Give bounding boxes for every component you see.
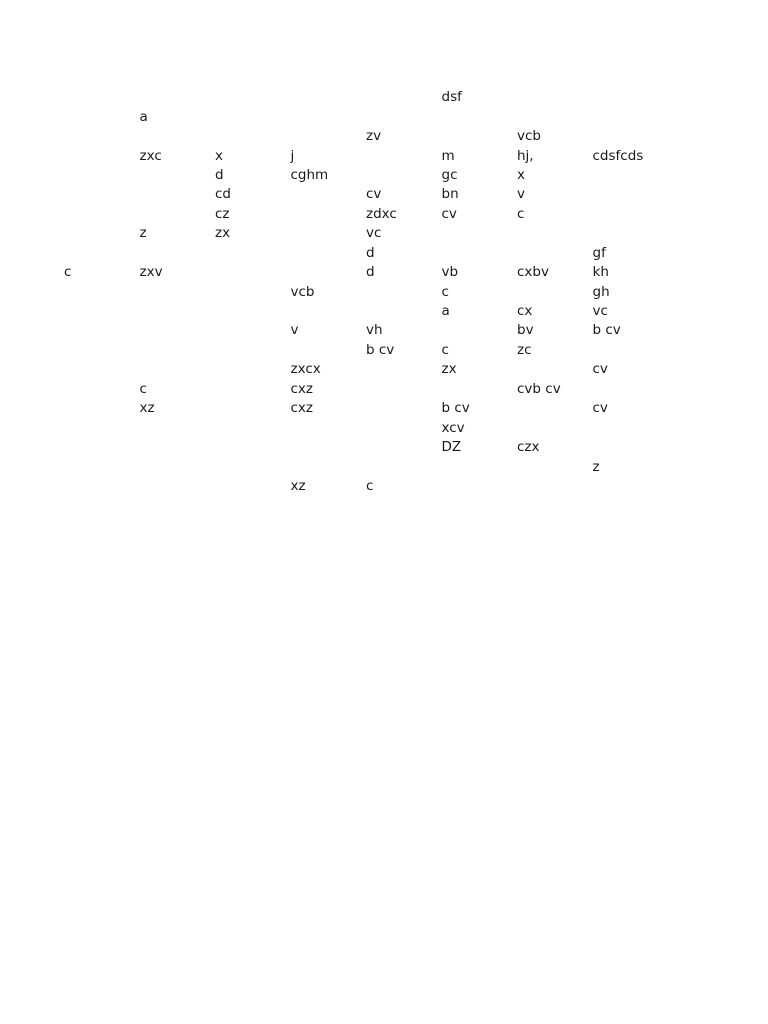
table-cell[interactable]: z <box>139 225 147 242</box>
table-cell[interactable] <box>366 302 442 321</box>
table-cell[interactable] <box>366 166 442 185</box>
table-cell[interactable]: zxv <box>139 264 163 281</box>
table-row <box>64 341 668 360</box>
table-cell[interactable] <box>442 107 518 126</box>
table-cell[interactable]: zxc <box>139 147 162 164</box>
table-row <box>64 146 668 165</box>
table-row <box>64 302 668 321</box>
table-cell[interactable] <box>593 127 669 146</box>
table-cell[interactable] <box>366 399 442 418</box>
table-cell[interactable]: v <box>517 186 525 203</box>
table-cell[interactable] <box>291 302 367 321</box>
table-cell[interactable] <box>64 477 140 496</box>
table-cell[interactable]: cz <box>215 205 230 222</box>
table-cell[interactable]: bn <box>441 186 459 203</box>
table-cell[interactable] <box>593 418 669 437</box>
table-row <box>64 224 668 243</box>
table-cell[interactable]: b cv <box>592 322 621 339</box>
table-cell[interactable] <box>291 263 367 282</box>
table-cell[interactable]: xcv <box>441 419 465 436</box>
table-cell[interactable] <box>593 185 669 204</box>
table-cell[interactable] <box>366 360 442 379</box>
table-cell[interactable] <box>140 166 216 185</box>
table-cell[interactable] <box>442 321 518 340</box>
table-cell[interactable] <box>215 321 291 340</box>
table-cell[interactable] <box>215 88 291 107</box>
table-cell[interactable]: cv <box>592 400 608 417</box>
table-row <box>64 321 668 340</box>
table-cell[interactable] <box>64 146 140 165</box>
table-cell[interactable] <box>593 224 669 243</box>
table-cell[interactable]: zc <box>517 341 532 358</box>
table-cell[interactable]: a <box>139 108 148 125</box>
table-cell[interactable]: cx <box>517 303 533 320</box>
table-cell[interactable]: x <box>517 166 525 183</box>
table-row <box>64 438 668 457</box>
table-cell[interactable] <box>64 107 140 126</box>
table-cell[interactable]: a <box>441 303 450 320</box>
table-cell[interactable] <box>215 302 291 321</box>
table-cell[interactable] <box>140 418 216 437</box>
table-cell[interactable]: m <box>441 147 455 164</box>
table-cell[interactable]: cxz <box>290 400 313 417</box>
table-cell[interactable] <box>442 244 518 263</box>
table-cell[interactable]: c <box>139 380 147 397</box>
table-cell[interactable]: b cv <box>366 341 395 358</box>
table-cell[interactable]: c <box>441 341 449 358</box>
table-cell[interactable]: hj, <box>517 147 534 164</box>
table-cell[interactable] <box>442 224 518 243</box>
table-cell[interactable]: z <box>592 458 600 475</box>
table-cell[interactable] <box>215 457 291 476</box>
table-cell[interactable] <box>140 302 216 321</box>
table-cell[interactable]: zv <box>366 128 382 145</box>
table-cell[interactable] <box>140 282 216 301</box>
table-cell[interactable]: DZ <box>441 439 462 456</box>
table-cell[interactable] <box>366 438 442 457</box>
table-row <box>64 88 668 107</box>
table-cell[interactable]: v <box>290 322 299 339</box>
table-cell[interactable]: zdxc <box>366 205 397 222</box>
table-cell[interactable] <box>366 418 442 437</box>
table-cell[interactable] <box>593 341 669 360</box>
table-cell[interactable]: d <box>366 264 375 281</box>
table-cell[interactable] <box>64 224 140 243</box>
table-row <box>64 457 668 476</box>
table-cell[interactable] <box>517 88 593 107</box>
table-cell[interactable] <box>215 263 291 282</box>
table-cell[interactable] <box>593 205 669 224</box>
table-cell[interactable]: czx <box>517 439 540 456</box>
table-cell[interactable] <box>215 399 291 418</box>
table-cell[interactable] <box>64 166 140 185</box>
table-cell[interactable]: j <box>290 147 295 164</box>
table-cell[interactable]: zx <box>215 225 231 242</box>
table-cell[interactable] <box>593 166 669 185</box>
table-cell[interactable]: vcb <box>290 283 315 300</box>
table-cell[interactable] <box>64 205 140 224</box>
table-cell[interactable] <box>140 360 216 379</box>
table-cell[interactable]: c <box>64 264 72 281</box>
table-cell[interactable] <box>215 418 291 437</box>
table-cell[interactable] <box>215 360 291 379</box>
table-cell[interactable] <box>64 438 140 457</box>
table-cell[interactable] <box>140 438 216 457</box>
table-row <box>64 380 668 399</box>
table-cell[interactable]: xz <box>139 400 155 417</box>
table-cell[interactable]: zxcx <box>290 361 321 378</box>
table-cell[interactable]: dsf <box>441 89 462 106</box>
table-cell[interactable] <box>215 380 291 399</box>
table-cell[interactable] <box>442 457 518 476</box>
table-row <box>64 107 668 126</box>
table-row <box>64 263 668 282</box>
table-cell[interactable]: vh <box>366 322 383 339</box>
table-cell[interactable] <box>442 127 518 146</box>
table-cell[interactable] <box>291 418 367 437</box>
table-cell[interactable] <box>366 457 442 476</box>
table-cell[interactable] <box>291 224 367 243</box>
table-cell[interactable] <box>517 418 593 437</box>
table-cell[interactable]: cv <box>441 205 457 222</box>
table-cell[interactable]: c <box>441 283 449 300</box>
table-cell[interactable] <box>593 477 669 496</box>
table-cell[interactable]: d <box>366 244 375 261</box>
table-cell[interactable] <box>366 107 442 126</box>
table-cell[interactable] <box>517 399 593 418</box>
table-cell[interactable] <box>215 341 291 360</box>
table-cell[interactable] <box>291 185 367 204</box>
table-cell[interactable] <box>593 88 669 107</box>
table-cell[interactable] <box>215 477 291 496</box>
table-cell[interactable]: d <box>215 166 224 183</box>
table-cell[interactable]: vc <box>592 303 608 320</box>
table-cell[interactable] <box>517 477 593 496</box>
table-cell[interactable] <box>140 127 216 146</box>
table-cell[interactable] <box>517 457 593 476</box>
table-cell[interactable]: xz <box>290 477 306 494</box>
table-cell[interactable]: cdsfcds <box>592 147 644 164</box>
table-cell[interactable] <box>291 107 367 126</box>
table-cell[interactable] <box>291 88 367 107</box>
table-cell[interactable] <box>291 127 367 146</box>
table-row <box>64 166 668 185</box>
table-cell[interactable]: c <box>366 477 374 494</box>
table-cell[interactable] <box>64 360 140 379</box>
table-cell[interactable] <box>517 360 593 379</box>
table-cell[interactable] <box>140 457 216 476</box>
table-row <box>64 477 668 496</box>
table-row <box>64 282 668 301</box>
table-cell[interactable]: zx <box>441 361 457 378</box>
table-cell[interactable] <box>64 244 140 263</box>
table-row <box>64 244 668 263</box>
table-cell[interactable] <box>64 399 140 418</box>
table-cell[interactable]: cxbv <box>517 264 549 281</box>
table-cell[interactable] <box>366 380 442 399</box>
table-cell[interactable] <box>366 282 442 301</box>
table-cell[interactable]: kh <box>592 264 609 281</box>
table-cell[interactable] <box>140 88 216 107</box>
table-cell[interactable] <box>517 244 593 263</box>
table-cell[interactable] <box>140 477 216 496</box>
table-cell[interactable] <box>140 244 216 263</box>
table-row <box>64 399 668 418</box>
table-cell[interactable]: gf <box>592 244 606 261</box>
table-cell[interactable]: gc <box>441 166 458 183</box>
table-cell[interactable] <box>140 341 216 360</box>
table-cell[interactable]: cghm <box>290 166 329 183</box>
table-cell[interactable]: cv <box>366 186 382 203</box>
table-cell[interactable] <box>593 438 669 457</box>
table-cell[interactable] <box>517 107 593 126</box>
table-cell[interactable] <box>442 380 518 399</box>
table-cell[interactable]: c <box>517 205 525 222</box>
table-cell[interactable] <box>64 185 140 204</box>
cell-grid <box>64 88 668 496</box>
table-cell[interactable] <box>140 205 216 224</box>
table-cell[interactable] <box>291 244 367 263</box>
table-cell[interactable] <box>291 438 367 457</box>
table-cell[interactable] <box>366 88 442 107</box>
table-cell[interactable] <box>517 282 593 301</box>
table-row <box>64 127 668 146</box>
table-cell[interactable]: cv <box>592 361 608 378</box>
table-cell[interactable] <box>215 107 291 126</box>
table-cell[interactable]: bv <box>517 322 534 339</box>
table-cell[interactable]: b cv <box>441 400 470 417</box>
table-cell[interactable] <box>64 282 140 301</box>
table-row <box>64 205 668 224</box>
table-cell[interactable] <box>517 224 593 243</box>
table-cell[interactable] <box>593 107 669 126</box>
table-cell[interactable] <box>442 477 518 496</box>
table-cell[interactable]: cxz <box>290 380 313 397</box>
table-cell[interactable] <box>64 321 140 340</box>
table-cell[interactable] <box>366 146 442 165</box>
table-cell[interactable] <box>215 127 291 146</box>
table-cell[interactable]: cd <box>215 186 231 203</box>
table-cell[interactable] <box>140 185 216 204</box>
table-row <box>64 360 668 379</box>
table-cell[interactable] <box>64 418 140 437</box>
table-cell[interactable]: vc <box>366 225 382 242</box>
table-cell[interactable] <box>64 127 140 146</box>
table-cell[interactable] <box>215 244 291 263</box>
table-cell[interactable]: gh <box>592 283 610 300</box>
table-cell[interactable]: x <box>215 147 223 164</box>
cell-grid-body <box>64 88 668 496</box>
table-cell[interactable]: vb <box>441 264 459 281</box>
table-cell[interactable] <box>215 438 291 457</box>
table-cell[interactable]: cvb cv <box>517 380 561 397</box>
table-row <box>64 185 668 204</box>
table-cell[interactable] <box>64 457 140 476</box>
table-cell[interactable] <box>215 282 291 301</box>
table-row <box>64 418 668 437</box>
table-cell[interactable] <box>64 341 140 360</box>
table-cell[interactable] <box>64 88 140 107</box>
table-cell[interactable] <box>291 341 367 360</box>
table-cell[interactable] <box>593 380 669 399</box>
table-cell[interactable] <box>140 321 216 340</box>
table-cell[interactable] <box>64 302 140 321</box>
table-cell[interactable] <box>64 380 140 399</box>
table-cell[interactable]: vcb <box>517 128 541 145</box>
table-cell[interactable] <box>291 457 367 476</box>
table-cell[interactable] <box>291 205 367 224</box>
